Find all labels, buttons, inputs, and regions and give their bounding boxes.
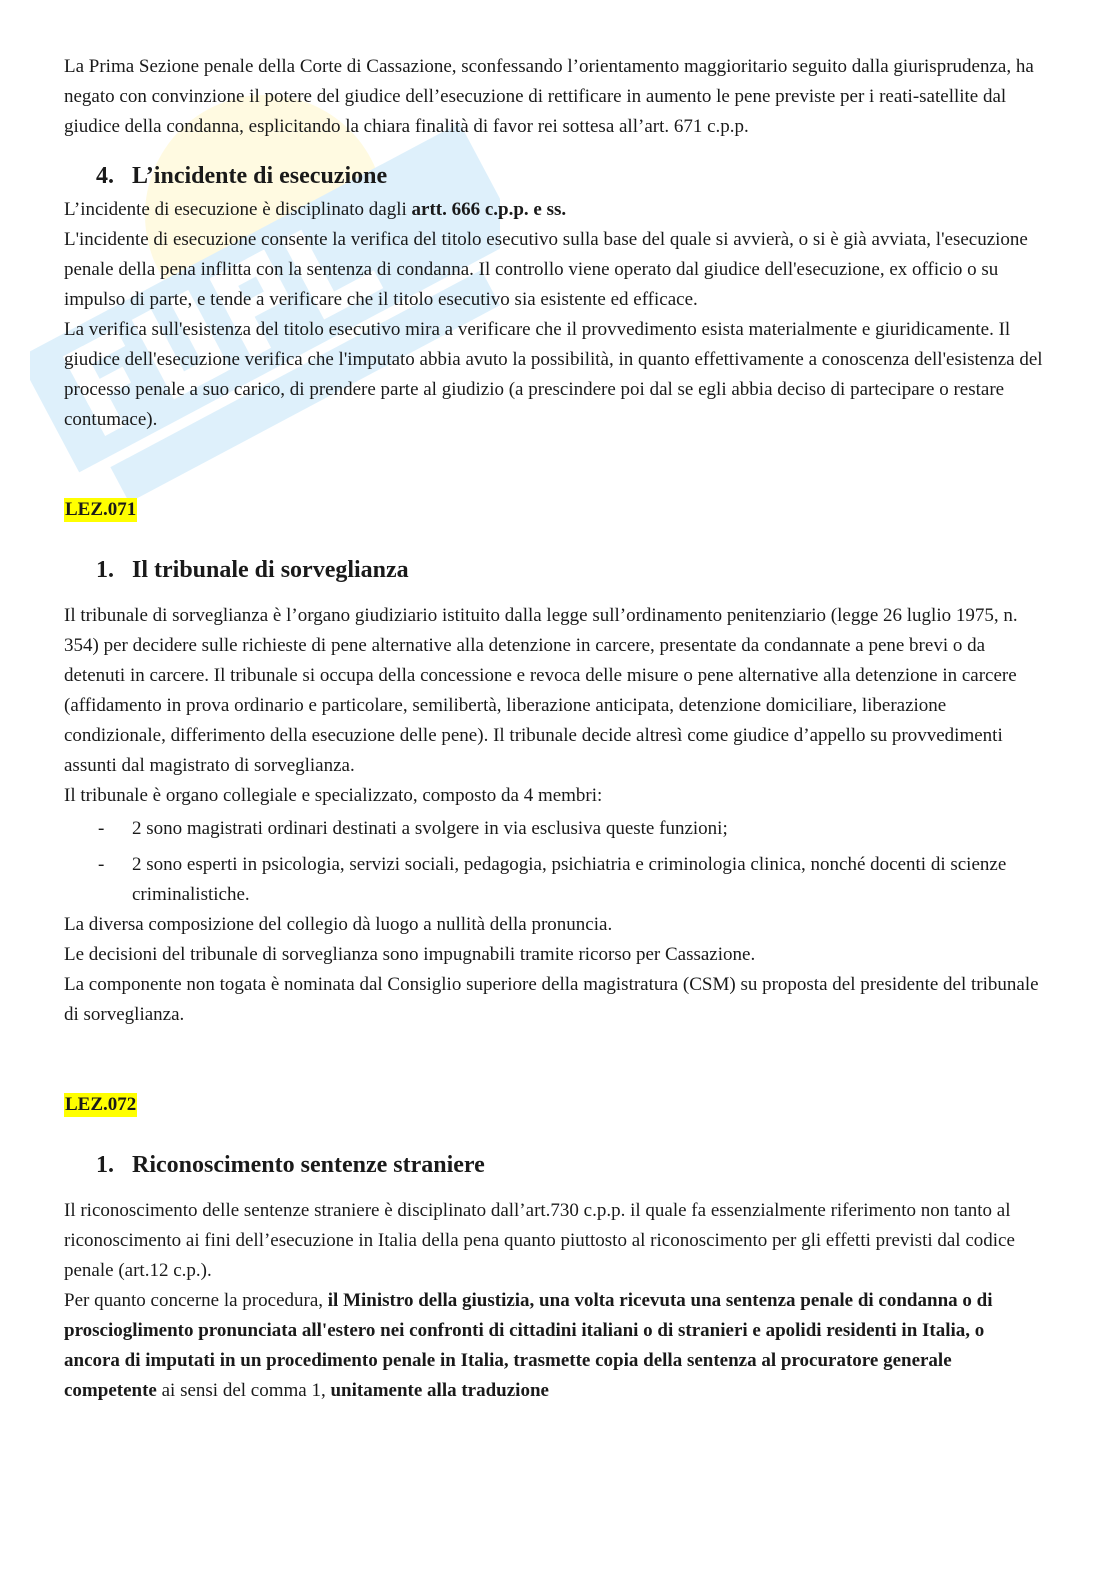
section-heading-riconoscimento <box>64 1150 1044 1180</box>
section-title: Riconoscimento sentenze straniere <box>132 1152 485 1178</box>
paragraph-riconoscimento-intro: Il riconoscimento delle sentenze straniere è disciplinato dall’art.730 c.p.p. il quale fa essenzialmente riferimento non tanto al riconoscimento ai fini dell’esecuzione in Italia della pena quanto piuttosto al riconoscimento per gli effetti previsti dal codice penale (art.12 c.p.). <box>64 1200 1015 1281</box>
paragraph-cassazione: La Prima Sezione penale della Corte di Cassazione, sconfessando l’orientamento maggioritario seguito dalla giurisprudenza, ha negato con convinzione il potere del giudice dell’esecuzione di rettificare in aumento le pene previste per i reati-satellite dal giudice della condanna, esplicitando la chiara finalità di favor rei sottesa all’art. 671 c.p.p. <box>64 56 1034 137</box>
section-heading-incidente <box>64 161 1044 191</box>
list-item: - 2 sono esperti in psicologia, servizi sociali, pedagogia, psichiatria e criminologia clinica, nonché docenti di scienze criminalistiche. <box>64 850 1044 910</box>
intro-bold-ref: artt. 666 c.p.p. e ss. <box>411 199 567 220</box>
section-title: L’incidente di esecuzione <box>132 163 388 189</box>
paragraph-incidente-esistenza: La verifica sull'esistenza del titolo esecutivo mira a verificare che il provvedimento esista materialmente e giuridicamente. Il giudice dell'esecuzione verifica che l'imputato abbia avuto la possibilità, in quanto effettivamente a conoscenza dell'esistenza del processo penale a suo carico, di prendere parte al giudizio (a prescindere poi dal se egli abbia deciso di partecipare o restare contumace). <box>64 319 1043 430</box>
document-page <box>64 52 1044 1406</box>
paragraph-incidente-verifica: L'incidente di esecuzione consente la verifica del titolo esecutivo sulla base del quale si avvierà, o si è già avviata, l'esecuzione penale della pena inflitta con la sentenza di condanna. Il controllo viene operato dal giudice dell'esecuzione, ex officio o su impulso di parte, e tende a verificare che il titolo esecutivo sia esistente ed efficace. <box>64 229 1028 310</box>
dash-bullet: - <box>98 854 105 875</box>
lesson-tag-072: LEZ.072 <box>65 1094 137 1115</box>
paragraph-componente: La componente non togata è nominata dal Consiglio superiore della magistratura (CSM) su proposta del presidente del tribunale di sorveglianza. <box>64 974 1039 1025</box>
paragraph-incidente-intro <box>64 195 1044 225</box>
paragraph-tribunale-composizione: Il tribunale è organo collegiale e specializzato, composto da 4 membri: <box>64 785 603 806</box>
paragraph-nullita: La diversa composizione del collegio dà luogo a nullità della pronuncia. <box>64 914 613 935</box>
list-item: - 2 sono magistrati ordinari destinati a svolgere in via esclusiva queste funzioni; <box>64 814 1044 844</box>
intro-text: L’incidente di esecuzione è disciplinato dagli <box>64 199 412 220</box>
paragraph-tribunale-intro: Il tribunale di sorveglianza è l’organo giudiziario istituito dalla legge sull’ordinamento penitenziario (legge 26 luglio 1975, n. 354) per decidere sulle richieste di pene alternative alla detenzione in carcere, presentate da condannate a pene brevi o da detenuti in carcere. Il tribunale si occupa della concessione e revoca delle misure o pene alternative alla detenzione in carcere (affidamento in prova ordinario e particolare, semilibertà, liberazione anticipata, detenzione domiciliare, liberazione condizionale, differimento della esecuzione delle pene). Il tribunale decide altresì come giudice d’appello su provvedimenti assunti dal magistrato di sorveglianza. <box>64 605 1018 776</box>
members-list <box>64 814 1044 910</box>
section-number: 1. <box>96 557 114 583</box>
section-number: 4. <box>96 163 114 189</box>
section-heading-tribunale <box>64 555 1044 585</box>
paragraph-procedura: Per quanto concerne la procedura, il Ministro della giustizia, una volta ricevuta una sentenza penale di condanna o di proscioglimento pronunciata all'estero nei confronti di cittadini italiani o di stranieri e apolidi residenti in Italia, o ancora di imputati in un procedimento penale in Italia, trasmette copia della sentenza al procuratore generale competente ai sensi del comma 1, unitamente alla traduzione <box>64 1290 993 1401</box>
section-title: Il tribunale di sorveglianza <box>132 557 409 583</box>
dash-bullet: - <box>98 818 105 839</box>
section-number: 1. <box>96 1152 114 1178</box>
lesson-tag-071: LEZ.071 <box>65 499 137 520</box>
paragraph-impugnabili: Le decisioni del tribunale di sorveglianza sono impugnabili tramite ricorso per Cassazione. <box>64 944 756 965</box>
